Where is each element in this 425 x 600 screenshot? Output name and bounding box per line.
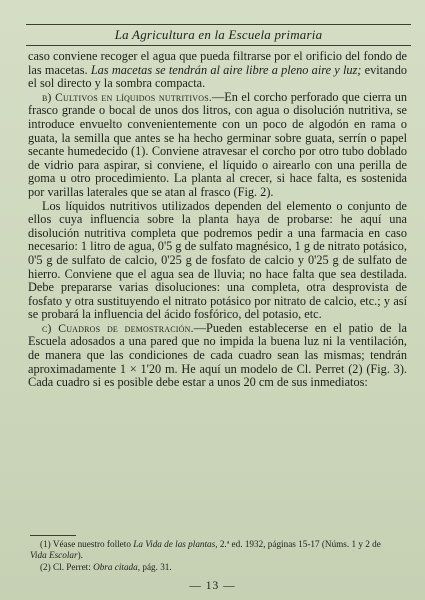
footnote-2-part: pág. 31. — [140, 561, 172, 572]
footnote-divider — [30, 535, 76, 536]
footnote-1-part: (1) Véase nuestro folleto — [40, 539, 134, 549]
paragraph-2 — [28, 91, 407, 200]
footnote-1-italic-series: Vida Escolar — [30, 550, 78, 561]
footnote-1-part: ). — [77, 550, 83, 561]
paragraph-1 — [28, 50, 407, 91]
footnote-2 — [30, 562, 399, 573]
footnote-1-part: 2.ª ed. 1932, páginas 15-17 (Núms. 1 y 2 de — [217, 539, 381, 549]
footnote-2-italic: Obra citada, — [93, 561, 141, 572]
running-header-title: La Agricultura en la Escuela primaria — [114, 27, 323, 42]
paragraph-2-text: —En el corcho perforado que cierra un frasco grande o bocal de unos dos litros, con agua o disolución nutritiva, se introduce envuelto convenientemente con un poco de algodón en rama o guata, la semilla que antes se ha hecho germinar sobre guata, serrín o papel secante humedecido (1). Conviene atravesar el corcho por otro tubo doblado de vidrio para aspirar, si conviene, el líquido o airearlo con una perilla de goma u otro procedimiento. La planta al crecer, si hace falta, es sostenida por varillas laterales que se atan al frasco (Fig. 2). — [28, 89, 407, 199]
paragraph-4 — [28, 322, 407, 390]
paragraph-1-text: caso conviene recoger el agua que pueda filtrarse por el orificio del fondo de las macetas. — [28, 49, 407, 77]
body-text — [28, 50, 407, 390]
footnote-1-italic-title: La Vida de las plantas, — [133, 539, 218, 549]
paragraph-4-text: —Pueden establecerse en el patio de la Escuela adosados a una pared que no impida la buena luz ni la ventilación, de manera que las condiciones de cada cuadro sean las mismas; tendrán aproximadamente 1 × 1'20 m. He aquí un modelo de Cl. Perret (2) (Fig. 3). Cada cuadro si es posible debe estar a unos 20 cm de sus inmediatos: — [28, 320, 407, 390]
footnote-1 — [30, 539, 399, 562]
paragraph-3 — [28, 200, 407, 322]
paragraph-3-text: Los líquidos nutritivos utilizados dependen del elemento o conjunto de ellos cuya influencia sobre la planta haya de probarse: he aquí una disolución nutritiva completa que podremos pedir a una farmacia en caso necesario: 1 litro de agua, 0'5 g de sulfato magnésico, 1 g de nitrato potásico, 0'5 g de sulfato de calcio, 0'25 g de fosfato de calcio y 0'25 g de sulfato de hierro. Conviene que el agua sea de lluvia; no hace falta que sea destilada. Debe prepararse varias disoluciones: una completa, otra desprovista de fosfato y otra sustituyendo el nitrato potásico por nitrato de calcio, etc.; y así se probará la influencia del ácido fosfórico, del potasio, etc. — [28, 198, 407, 322]
section-heading-c: c) Cuadros de demostración. — [42, 321, 194, 335]
footnotes — [30, 539, 399, 573]
page-number: — 13 — — [189, 580, 236, 592]
footnote-2-part: (2) Cl. Perret: — [40, 561, 94, 572]
running-header — [26, 24, 411, 46]
paragraph-1-italic: Las macetas se tendrán al aire libre a pleno aire y luz; — [90, 62, 362, 77]
paragraph-1-rest: evitando el sol directo y la sombra compacta. — [28, 62, 408, 91]
section-heading-b: b) Cultivos en líquidos nutritivos. — [42, 90, 212, 104]
